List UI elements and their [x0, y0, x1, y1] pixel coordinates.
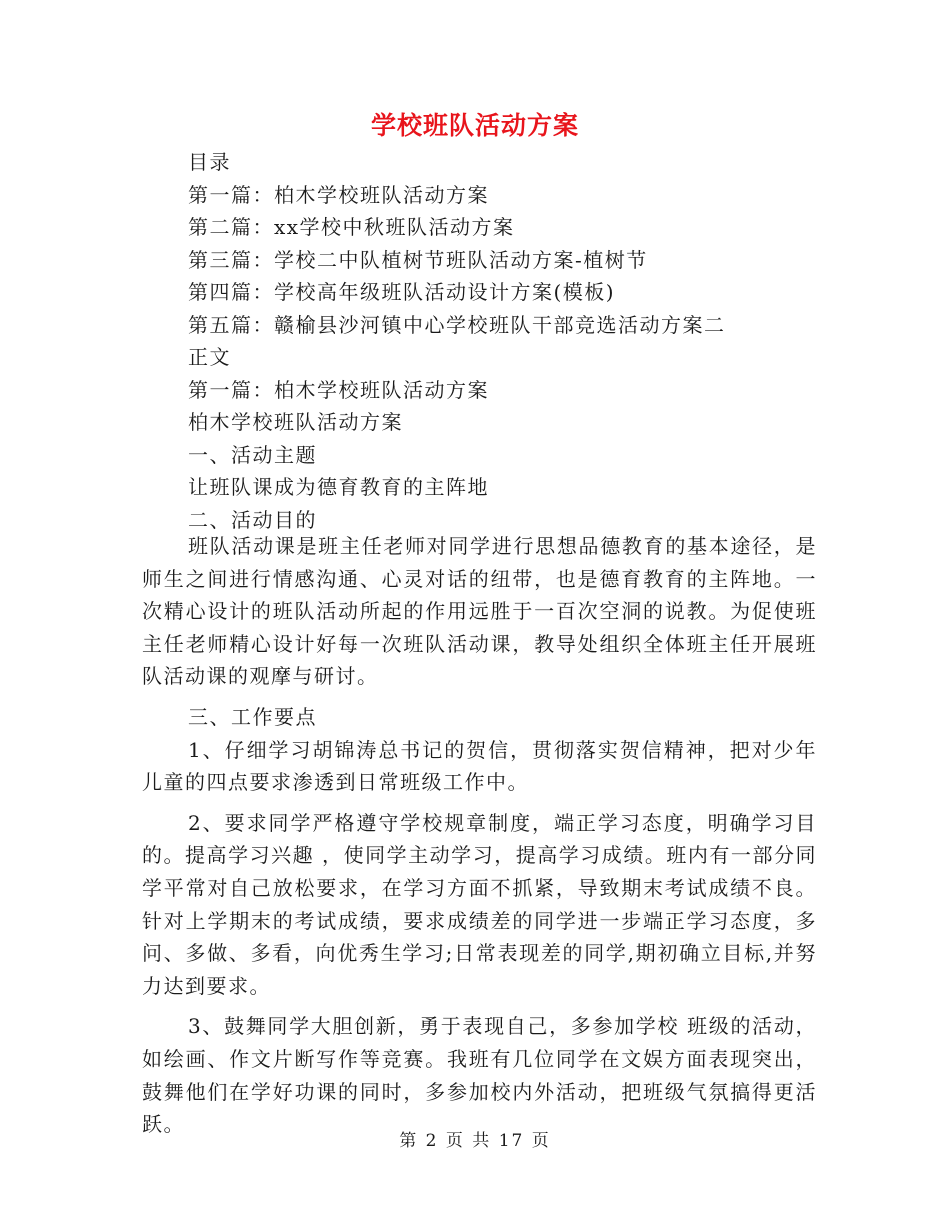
section-text: 让班队课成为德育教育的主阵地 [188, 475, 489, 499]
table-of-contents [188, 146, 726, 536]
toc-heading: 目录 [188, 150, 231, 174]
main-label: 正文 [188, 345, 231, 369]
document-body [142, 530, 817, 1141]
section-heading: 二、活动目的 [188, 507, 317, 532]
paragraph: 3、鼓舞同学大胆创新，勇于表现自己，多参加学校 班级的活动，如绘画、作文片断写作等竞赛。我班有几位同学在文娱方面表现突出，鼓舞他们在学好功课的同时，多参加校内外活动，把班级气氛搞得更活跃。 [142, 1014, 817, 1137]
toc-item: 第五篇：赣榆县沙河镇中心学校班队干部竞选活动方案二 [188, 312, 726, 337]
toc-item: 第四篇：学校高年级班队活动设计方案(模板) [188, 280, 616, 304]
doc-subtitle: 柏木学校班队活动方案 [188, 410, 403, 434]
page-footer: 第 2 页 共 17 页 [399, 1131, 551, 1151]
section-heading: 一、活动主题 [188, 442, 317, 467]
toc-item: 第二篇：xx学校中秋班队活动方案 [188, 215, 515, 239]
chapter-heading: 第一篇：柏木学校班队活动方案 [188, 377, 489, 402]
toc-item: 第一篇：柏木学校班队活动方案 [188, 182, 489, 207]
paragraph: 1、仔细学习胡锦涛总书记的贺信，贯彻落实贺信精神，把对少年儿童的四点要求渗透到日常班级工作中。 [142, 737, 817, 795]
toc-item: 第三篇：学校二中队植树节班队活动方案-植树节 [188, 247, 648, 272]
section-heading: 三、工作要点 [188, 704, 317, 729]
paragraph: 班队活动课是班主任老师对同学进行思想品德教育的基本途径，是师生之间进行情感沟通、心灵对话的纽带，也是德育教育的主阵地。一次精心设计的班队活动所起的作用远胜于一百次空洞的说教。为促使班主任老师精心设计好每一次班队活动课，教导处组织全体班主任开展班队活动课的观摩与研讨。 [142, 534, 817, 689]
document-title: 学校班队活动方案 [370, 111, 579, 140]
paragraph: 2、要求同学严格遵守学校规章制度，端正学习态度，明确学习目的。提高学习兴趣 ，使同学主动学习，提高学习成绩。班内有一部分同学平常对自己放松要求，在学习方面不抓紧，导致期末考试成绩不良。针对上学期末的考试成绩，要求成绩差的同学进一步端正学习态度，多问、多做、多看，向优秀生学习;日常表现差的同学,期初确立目标,并努力达到要求。 [142, 810, 817, 998]
